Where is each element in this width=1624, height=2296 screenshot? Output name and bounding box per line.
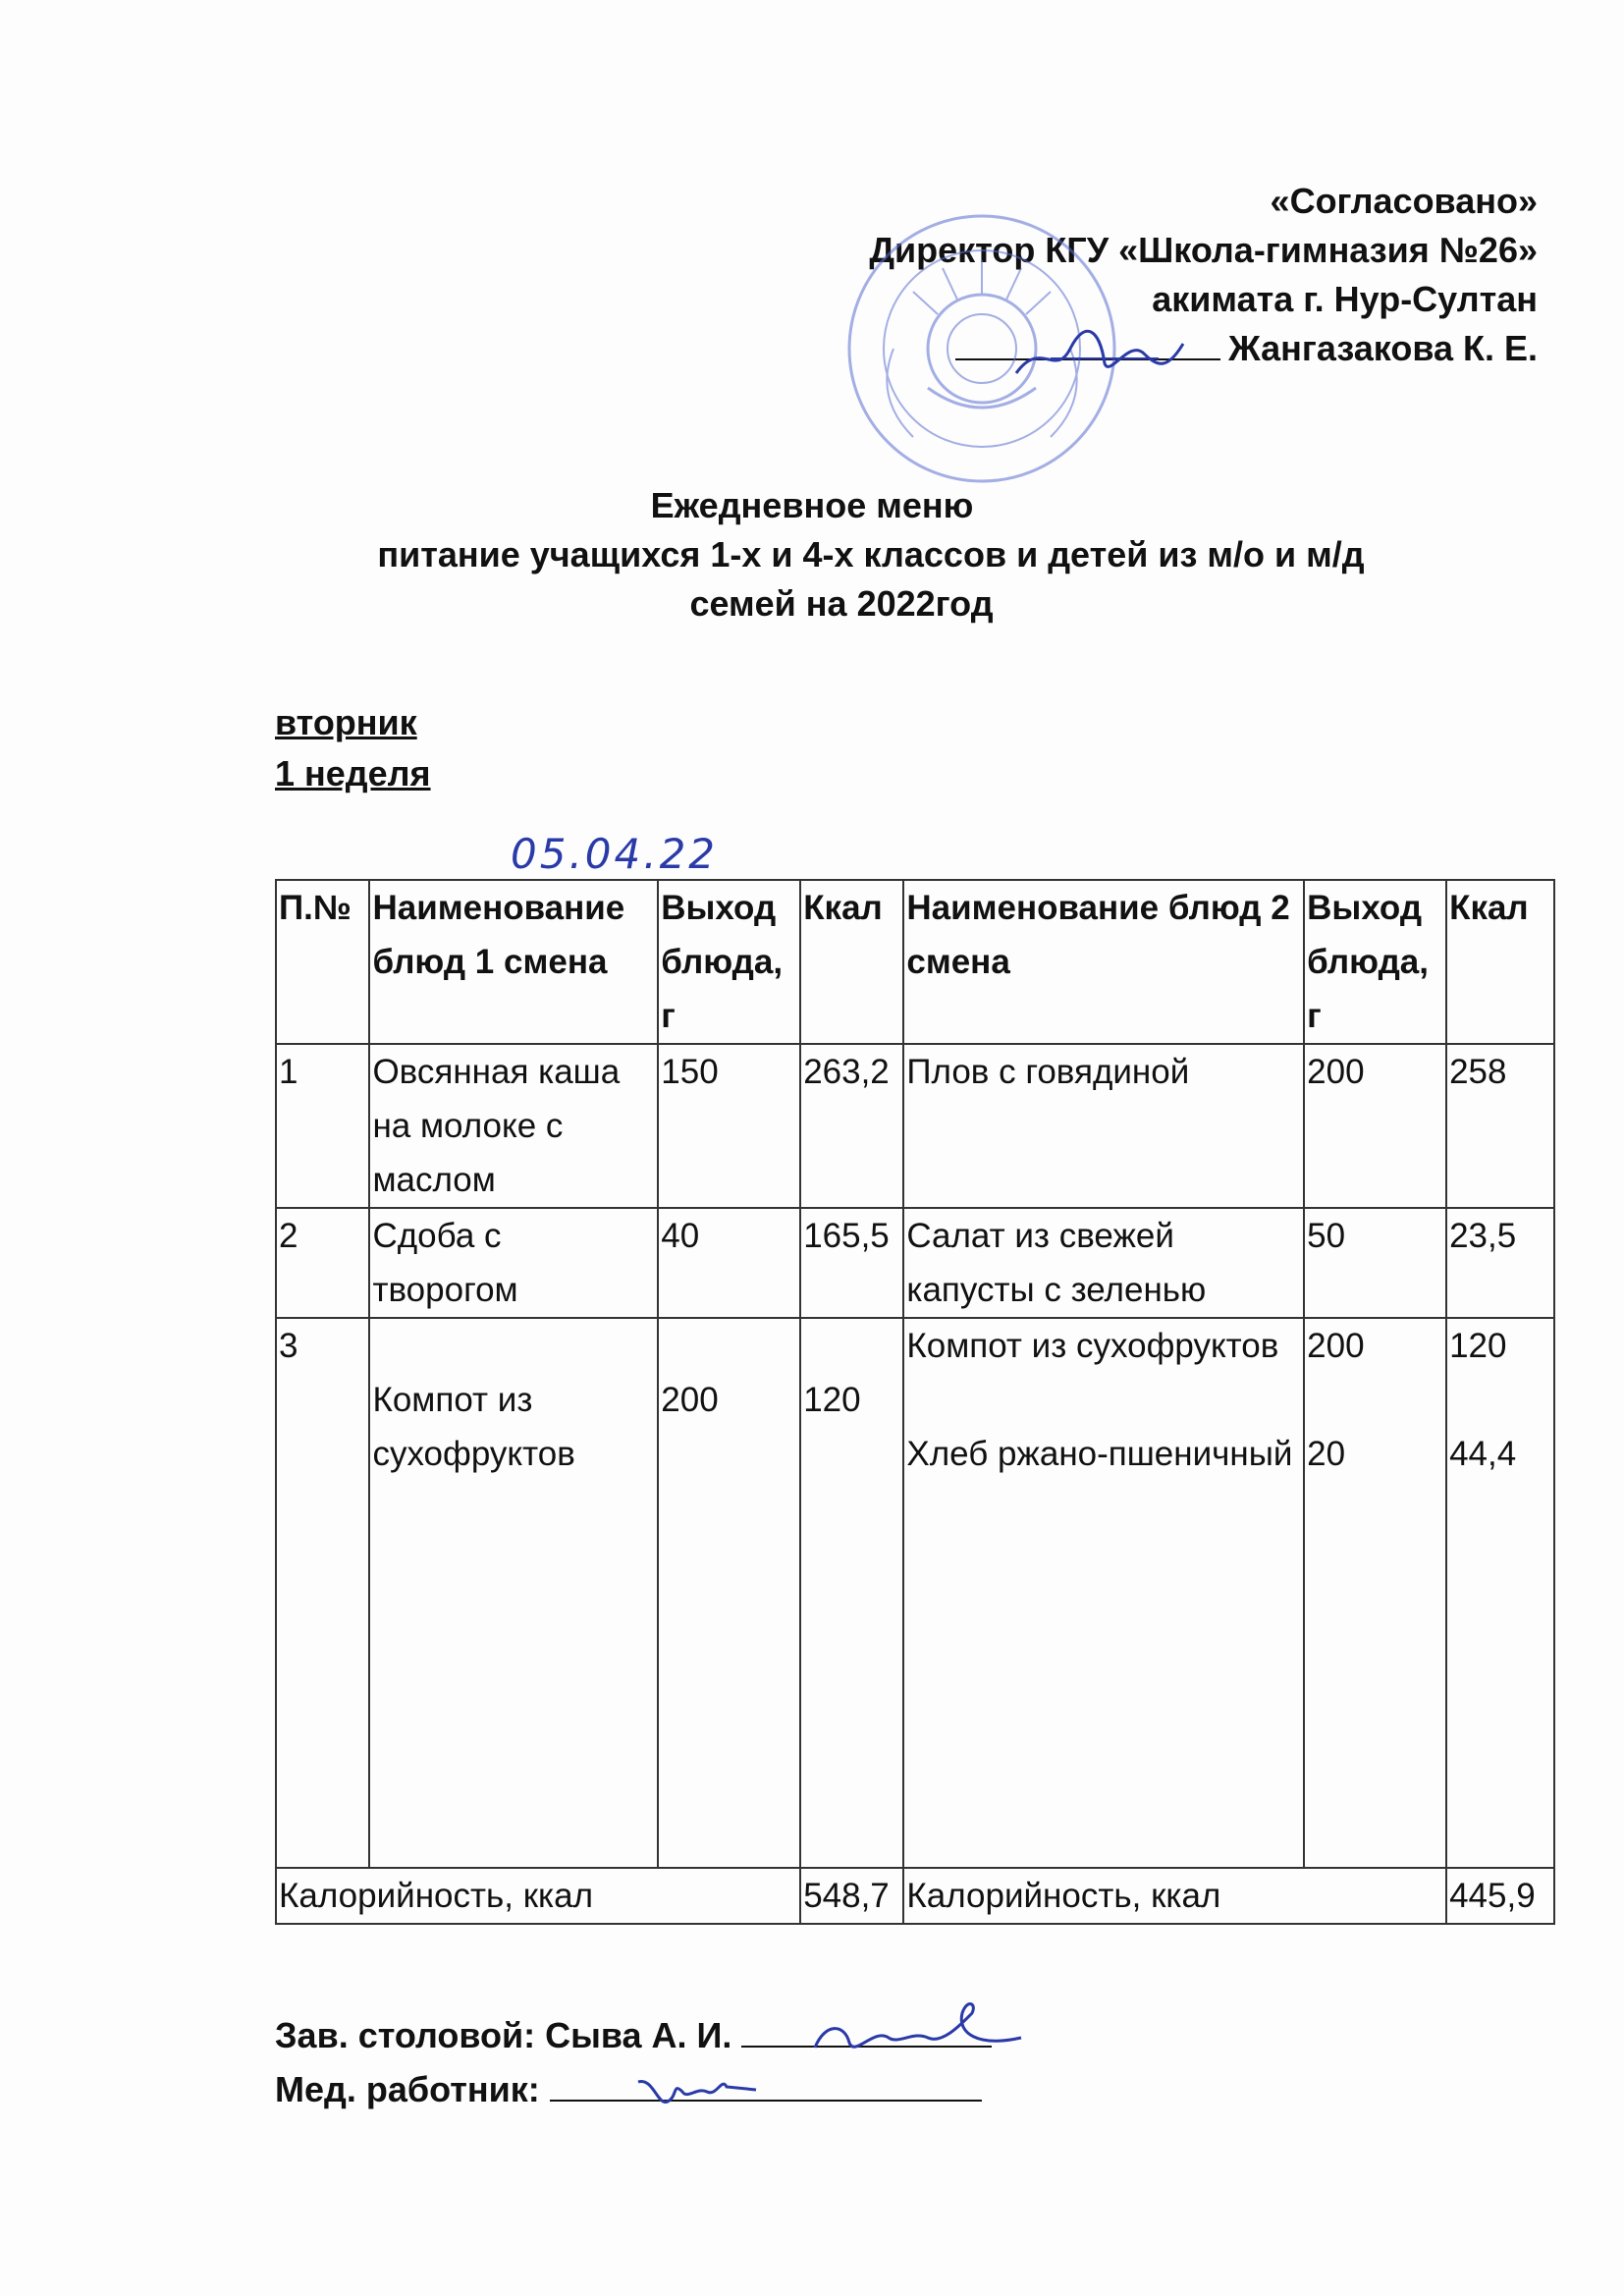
approval-akimat: акимата г. Нур-Султан [1152,279,1538,319]
yield-shift-2: 50 [1304,1208,1446,1318]
dish-shift-1: Овсянная каша на молоке с маслом [369,1044,658,1208]
yield-shift-2-bread: 20 [1307,1435,1346,1473]
kcal-shift-2-compote: 120 [1449,1327,1507,1365]
dish-shift-1: Компот из сухофруктов [369,1318,658,1868]
dish-shift-2-cell [903,1318,1304,1868]
total-label-shift-2: Калорийность, ккал [903,1868,1446,1924]
title-line-3: семей на 2022год [689,583,994,624]
table-row [276,1318,1554,1868]
yield-shift-2: 200 [1304,1044,1446,1208]
med-label: Мед. работник: [275,2069,540,2109]
weekday: вторник [275,702,417,742]
approval-director-name: Жангазакова К. Е. [1228,328,1538,368]
approval-director: Директор КГУ «Школа-гимназия №26» [869,230,1538,270]
table-row [276,1044,1554,1208]
kcal-shift-2-bread: 44,4 [1449,1435,1517,1473]
row-number: 1 [276,1044,369,1208]
chef-label: Зав. столовой: Сыва А. И. [275,2015,732,2055]
row-number: 3 [276,1318,369,1868]
total-row [276,1868,1554,1924]
director-signature [1011,319,1188,388]
kcal-shift-2-cell [1446,1318,1554,1868]
dish-shift-2-bread: Хлеб ржано-пшеничный [906,1435,1293,1473]
week-number: 1 неделя [275,753,431,793]
yield-shift-1: 200 [658,1318,800,1868]
header-dish-shift-1: Наименование блюд 1 смена [369,880,658,1044]
header-kcal-shift-2: Ккал [1446,880,1554,1044]
kcal-shift-1: 165,5 [800,1208,903,1318]
dish-shift-2-compote: Компот из сухофруктов [906,1327,1279,1365]
row-number: 2 [276,1208,369,1318]
header-number: П.№ [276,880,369,1044]
kcal-shift-2: 23,5 [1446,1208,1554,1318]
medic-signature [628,2062,766,2121]
header-yield-shift-2: Выход блюда, г [1304,880,1446,1044]
yield-shift-2-compote: 200 [1307,1327,1365,1365]
header-kcal-shift-1: Ккал [800,880,903,1044]
chef-signature [805,1994,1031,2072]
approval-heading: «Согласовано» [1270,181,1538,221]
total-value-shift-1: 548,7 [800,1868,903,1924]
table-row [276,1208,1554,1318]
menu-table [275,879,1555,1925]
table-header-row [276,880,1554,1044]
title-line-1: Ежедневное меню [650,485,974,525]
day-block [275,697,431,799]
total-label-shift-1: Калорийность, ккал [276,1868,800,1924]
document-title [0,481,1624,629]
yield-shift-1: 150 [658,1044,800,1208]
kcal-shift-1: 120 [800,1318,903,1868]
kcal-shift-1: 263,2 [800,1044,903,1208]
total-value-shift-2: 445,9 [1446,1868,1554,1924]
handwritten-date: 05.04.22 [511,830,719,878]
dish-shift-1: Сдоба с творогом [369,1208,658,1318]
dish-shift-2: Плов с говядиной [903,1044,1304,1208]
header-dish-shift-2: Наименование блюд 2 смена [903,880,1304,1044]
title-line-2: питание учащихся 1-х и 4-х классов и детей из м/о и м/д [377,534,1365,574]
kcal-shift-2: 258 [1446,1044,1554,1208]
yield-shift-1: 40 [658,1208,800,1318]
header-yield-shift-1: Выход блюда, г [658,880,800,1044]
dish-shift-2: Салат из свежей капусты с зеленью [903,1208,1304,1318]
yield-shift-2-cell [1304,1318,1446,1868]
